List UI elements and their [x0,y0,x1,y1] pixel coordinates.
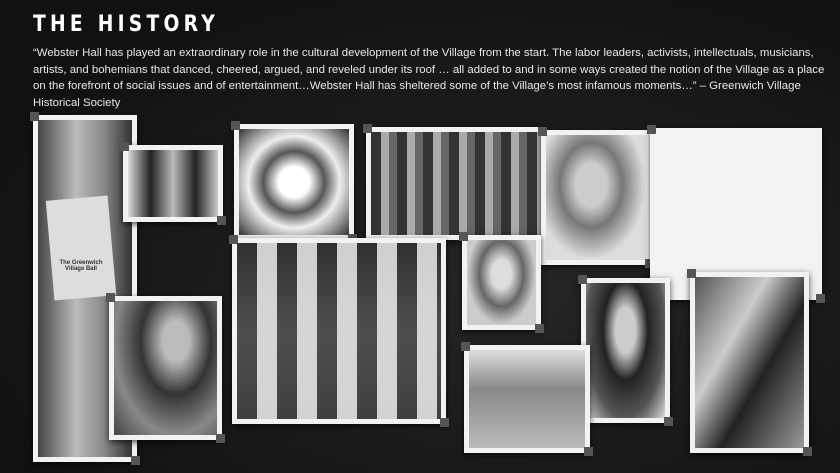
roosevelt-portrait-photo[interactable] [462,235,541,330]
two-men-photo[interactable] [123,145,223,222]
capone-portrait-photo[interactable] [541,130,651,265]
cartoon-poster-photo[interactable] [234,124,354,240]
bootleg-raid-photo[interactable] [464,345,590,453]
dancing-crowd-photo[interactable] [366,127,546,240]
poster-text: The Greenwich Village Ball [59,260,103,272]
hoover-portrait-photo[interactable] [581,278,670,423]
history-quote: “Webster Hall has played an extraordinary role in the cultural development of the Village from the start. The labor leaders, activists, intellectuals, musicians, artists, and bohemians that danced, cheered, argued, and reveled under its roof … all added to and in some ways created the notion of the Village as a place on the forefront of social issues and of entertainment…Webster Hall has sheltered some of the Village’s most infamous moments…” – Greenwich Village Historical Society [33,47,825,109]
flapper-dancers-photo[interactable] [232,238,446,424]
singer-guitar-photo[interactable] [109,296,222,440]
page-title: THE HISTORY [33,12,220,37]
bar-scene-photo[interactable] [690,272,809,453]
